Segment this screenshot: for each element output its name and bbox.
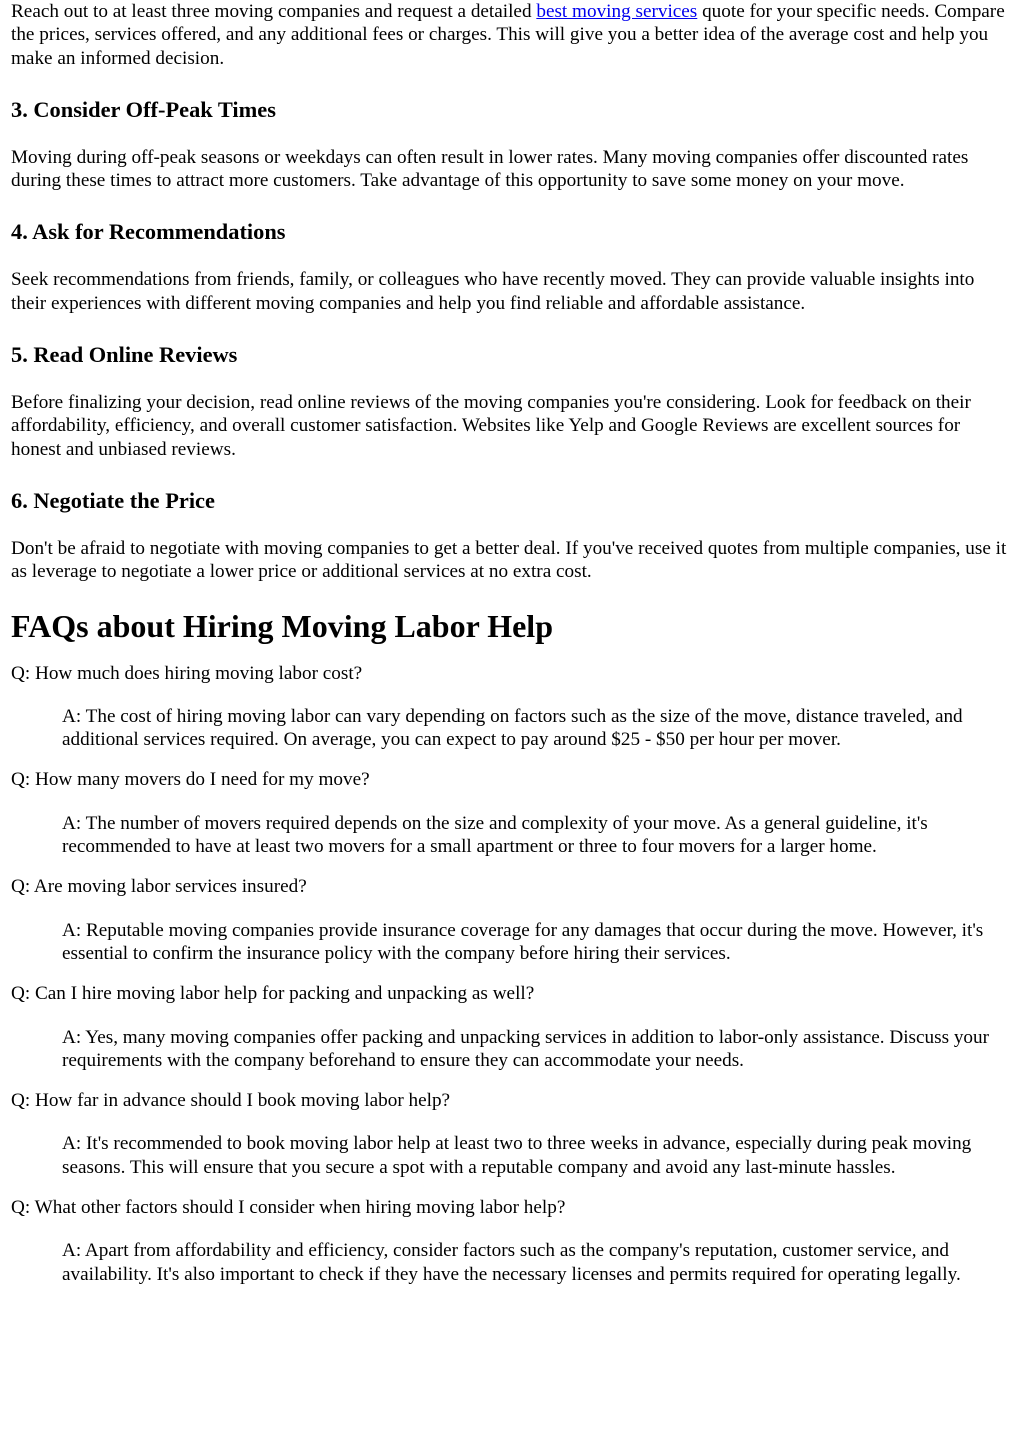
faq-question: Q: How many movers do I need for my move? <box>11 769 370 791</box>
faq-list <box>11 662 1010 1286</box>
faq-answer: A: The cost of hiring moving labor can vary depending on factors such as the size of the move, distance traveled, and additional services required. On average, you can expect to pay around $25 - $50 per hour per mover. <box>62 705 963 751</box>
faq-answer: A: It's recommended to book moving labor help at least two to three weeks in advance, especially during peak moving seasons. This will ensure that you secure a spot with a reputable company and avoid any last-minute hassles. <box>62 1133 972 1178</box>
section-text-recommendations: Seek recommendations from friends, family, or colleagues who have recently moved. They can provide valuable insights into their experiences with different moving companies and help you find reliable and affordable assistance. <box>11 269 975 314</box>
section-heading-recommendations: 4. Ask for Recommendations <box>11 219 286 245</box>
faq-question: Q: How far in advance should I book moving labor help? <box>11 1090 451 1112</box>
intro-text-after-link: quote for your specific needs. Compare the prices, services offered, and any additional fees or charges. This will give you a better idea of the average cost and help you make an informed decision. <box>11 1 1005 69</box>
best-moving-services-link[interactable]: best moving services <box>536 1 698 22</box>
faq-answer: A: Reputable moving companies provide insurance coverage for any damages that occur during the move. However, it's essential to confirm the insurance policy with the company before hiring their services. <box>62 919 984 964</box>
faq-answer: A: The number of movers required depends on the size and complexity of your move. As a general guideline, it's recommended to have at least two movers for a small apartment or three to four movers for a larger home. <box>62 812 928 858</box>
faq-question: Q: Can I hire moving labor help for packing and unpacking as well? <box>11 983 535 1005</box>
section-text-reviews: Before finalizing your decision, read online reviews of the moving companies you're considering. Look for feedback on their affordability, efficiency, and overall customer satisfaction. Websites like Yelp and Google Reviews are excellent sources for honest and unbiased reviews. <box>11 392 971 460</box>
faq-answer: A: Yes, many moving companies offer packing and unpacking services in addition to labor-only assistance. Discuss your requirements with the company beforehand to ensure they can accommodate your needs. <box>62 1026 990 1071</box>
section-text-off-peak: Moving during off-peak seasons or weekdays can often result in lower rates. Many moving companies offer discounted rates during these times to attract more customers. Take advantage of this opportunity to save some money on your move. <box>11 146 969 192</box>
faq-heading: FAQs about Hiring Moving Labor Help <box>11 607 553 644</box>
faq-question: Q: What other factors should I consider when hiring moving labor help? <box>11 1197 566 1219</box>
section-heading-negotiate: 6. Negotiate the Price <box>11 487 215 513</box>
section-heading-off-peak: 3. Consider Off-Peak Times <box>11 96 276 122</box>
intro-text-before-link: Reach out to at least three moving companies and request a detailed <box>11 1 537 22</box>
faq-question: Q: Are moving labor services insured? <box>11 876 307 898</box>
faq-answer: A: Apart from affordability and efficiency, consider factors such as the company's reputation, customer service, and availability. It's also important to check if they have the necessary licenses and permits required for operating legally. <box>62 1240 961 1285</box>
section-heading-reviews: 5. Read Online Reviews <box>11 342 238 368</box>
intro-paragraph <box>11 0 1010 70</box>
section-text-negotiate: Don't be afraid to negotiate with moving companies to get a better deal. If you've received quotes from multiple companies, use it as leverage to negotiate a lower price or additional services at no extra cost. <box>11 537 1007 583</box>
faq-question: Q: How much does hiring moving labor cost? <box>11 662 363 684</box>
